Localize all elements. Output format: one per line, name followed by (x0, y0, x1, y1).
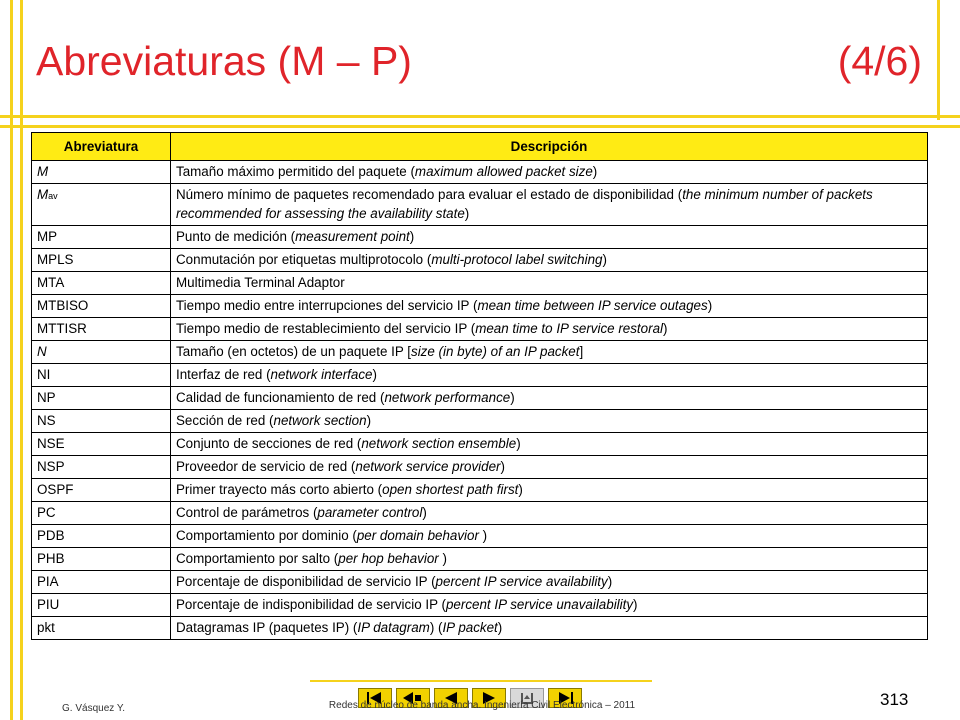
header-abbreviation: Abreviatura (32, 133, 171, 161)
description-text: Porcentaje de disponibilidad de servicio IP ( (176, 574, 436, 589)
description-text: ) (409, 229, 415, 244)
description-text: ) (663, 321, 668, 336)
abbreviation-cell (32, 184, 171, 226)
abbreviation-cell (32, 341, 171, 364)
description-text: ) (442, 551, 447, 566)
description-english-text: percent IP service unavailability (445, 597, 634, 612)
description-text: Punto de medición ( (176, 229, 296, 244)
description-text: Sección de red ( (176, 413, 274, 428)
description-cell (171, 161, 928, 184)
description-english-text: network section ensemble (361, 436, 517, 451)
table-row (32, 387, 928, 410)
table-row (32, 295, 928, 318)
description-cell (171, 318, 928, 341)
description-text: Tiempo medio entre interrupciones del servicio IP ( (176, 298, 478, 313)
abbreviation-text: MTA (37, 275, 65, 290)
description-text: Datagramas IP (paquetes IP) ( (176, 620, 358, 635)
abbreviation-cell (32, 594, 171, 617)
table-header-row (32, 133, 928, 161)
table-row (32, 594, 928, 617)
abbreviation-text: NI (37, 367, 51, 382)
description-text: ) (602, 252, 607, 267)
description-cell (171, 594, 928, 617)
description-text: ) (366, 413, 372, 428)
description-text: ) (482, 528, 488, 543)
slide-part-indicator: (4/6) (837, 38, 922, 84)
description-english-text: IP datagram (357, 620, 430, 635)
description-cell (171, 479, 928, 502)
slide-title (36, 36, 922, 86)
description-text: Conjunto de secciones de red ( (176, 436, 362, 451)
left-accent-line-1 (10, 0, 13, 720)
description-text: Conmutación por etiquetas multiprotocolo ( (176, 252, 432, 267)
description-cell (171, 433, 928, 456)
description-english-text: per domain behavior (356, 528, 483, 543)
table-row (32, 364, 928, 387)
abbreviation-cell (32, 410, 171, 433)
abbreviation-text: MTTISR (37, 321, 87, 336)
abbreviation-cell (32, 226, 171, 249)
description-english-text: multi-protocol label switching (431, 252, 603, 267)
description-text: ) (592, 164, 598, 179)
abbreviation-text: NP (37, 390, 56, 405)
description-cell (171, 272, 928, 295)
abbreviation-cell (32, 272, 171, 295)
description-cell (171, 456, 928, 479)
table-row (32, 318, 928, 341)
table-row (32, 617, 928, 640)
abbreviation-cell (32, 617, 171, 640)
description-text: Calidad de funcionamiento de red ( (176, 390, 385, 405)
description-cell (171, 571, 928, 594)
description-english-text: network service provider (355, 459, 501, 474)
description-text: ) (497, 620, 503, 635)
table-row (32, 272, 928, 295)
course-footer: Redes de núcleo de banda ancha. Ingeniería Civil Electrónica – 2011 (328, 700, 636, 711)
abbreviation-text: MPLS (37, 252, 74, 267)
description-text: ) (500, 459, 505, 474)
abbreviation-text: PHB (37, 551, 65, 566)
description-english-text: per hop behavior (338, 551, 443, 566)
abbreviation-subscript: av (48, 191, 58, 201)
description-text: ) (372, 367, 377, 382)
abbreviation-text: PIA (37, 574, 59, 589)
description-text: Primer trayecto más corto abierto ( (176, 482, 383, 497)
left-accent-line-2 (20, 0, 23, 720)
description-text: Tamaño máximo permitido del paquete ( (176, 164, 415, 179)
description-text: Multimedia Terminal Adaptor (176, 275, 345, 290)
description-english-text: size (in byte) of an IP packet (411, 344, 580, 359)
description-english-text: the minimum number of packets recommended for assessing the availability state (176, 187, 873, 221)
slide-title-text: Abreviaturas (M – P) (36, 38, 412, 84)
author-name: G. Vásquez Y. (62, 703, 126, 714)
table-row (32, 571, 928, 594)
description-text: ) (464, 206, 470, 221)
description-cell (171, 249, 928, 272)
table-body (32, 161, 928, 640)
description-text: ) (422, 505, 427, 520)
abbreviation-text: M (37, 164, 49, 179)
description-text: Número mínimo de paquetes recomendado para evaluar el estado de disponibilidad ( (176, 187, 683, 202)
abbreviation-text: PDB (37, 528, 65, 543)
abbreviation-text: PC (37, 505, 56, 520)
description-text: Control de parámetros ( (176, 505, 318, 520)
description-english-text: percent IP service availability (435, 574, 608, 589)
description-cell (171, 410, 928, 433)
description-english-text: network section (273, 413, 367, 428)
description-cell (171, 387, 928, 410)
description-text: ) (633, 597, 638, 612)
description-cell (171, 341, 928, 364)
footer-accent-line (310, 680, 652, 682)
right-accent-line (937, 0, 940, 120)
table-row (32, 548, 928, 571)
table-row (32, 479, 928, 502)
table-row (32, 184, 928, 226)
description-english-text: open shortest path first (382, 482, 519, 497)
description-english-text: IP packet (442, 620, 498, 635)
abbreviation-text: NSP (37, 459, 65, 474)
abbreviation-cell (32, 161, 171, 184)
description-text: Tiempo medio de restablecimiento del servicio IP ( (176, 321, 476, 336)
abbreviation-cell (32, 433, 171, 456)
table-row (32, 341, 928, 364)
description-english-text: network interface (270, 367, 373, 382)
abbreviation-text: NSE (37, 436, 65, 451)
description-text: ) (607, 574, 613, 589)
description-english-text: mean time to IP service restoral (475, 321, 663, 336)
abbreviation-text: PIU (37, 597, 60, 612)
description-cell (171, 295, 928, 318)
abbreviation-text: pkt (37, 620, 55, 635)
abbreviation-text: M (37, 187, 49, 202)
description-text: ] (579, 344, 584, 359)
abbreviation-cell (32, 525, 171, 548)
table-row (32, 161, 928, 184)
abbreviation-cell (32, 318, 171, 341)
description-english-text: mean time between IP service outages (477, 298, 708, 313)
description-text: Comportamiento por dominio ( (176, 528, 357, 543)
top-accent-line-2 (0, 125, 960, 128)
abbreviation-cell (32, 295, 171, 318)
top-accent-line-1 (0, 115, 960, 118)
description-english-text: parameter control (317, 505, 423, 520)
abbreviation-cell (32, 364, 171, 387)
description-text: ) ( (429, 620, 443, 635)
description-text: ) (518, 482, 523, 497)
description-english-text: maximum allowed packet size (414, 164, 593, 179)
table-row (32, 502, 928, 525)
table-row (32, 249, 928, 272)
description-text: ) (516, 436, 521, 451)
page-number: 313 (880, 690, 909, 709)
abbreviation-text: MTBISO (37, 298, 89, 313)
description-cell (171, 226, 928, 249)
description-cell (171, 548, 928, 571)
description-cell (171, 502, 928, 525)
description-text: ) (707, 298, 713, 313)
abbreviation-cell (32, 548, 171, 571)
description-english-text: network performance (384, 390, 511, 405)
abbreviation-cell (32, 571, 171, 594)
abbreviation-text: OSPF (37, 482, 74, 497)
description-english-text: measurement point (295, 229, 410, 244)
abbreviations-table (31, 132, 928, 640)
description-text: Tamaño (en octetos) de un paquete IP [ (176, 344, 411, 359)
abbreviation-cell (32, 456, 171, 479)
table-row (32, 410, 928, 433)
abbreviation-text: MP (37, 229, 58, 244)
abbreviation-cell (32, 387, 171, 410)
abbreviation-cell (32, 249, 171, 272)
abbreviation-cell (32, 502, 171, 525)
description-text: Porcentaje de indisponibilidad de servicio IP ( (176, 597, 446, 612)
abbreviation-text: N (37, 344, 47, 359)
table-row (32, 456, 928, 479)
description-cell (171, 184, 928, 226)
description-cell (171, 617, 928, 640)
description-text: Comportamiento por salto ( (176, 551, 339, 566)
table-row (32, 433, 928, 456)
abbreviation-cell (32, 479, 171, 502)
table-row (32, 226, 928, 249)
abbreviation-text: NS (37, 413, 56, 428)
description-cell (171, 364, 928, 387)
description-text: ) (510, 390, 515, 405)
description-text: Proveedor de servicio de red ( (176, 459, 356, 474)
header-description: Descripción (171, 133, 928, 161)
table-row (32, 525, 928, 548)
description-cell (171, 525, 928, 548)
description-text: Interfaz de red ( (176, 367, 271, 382)
